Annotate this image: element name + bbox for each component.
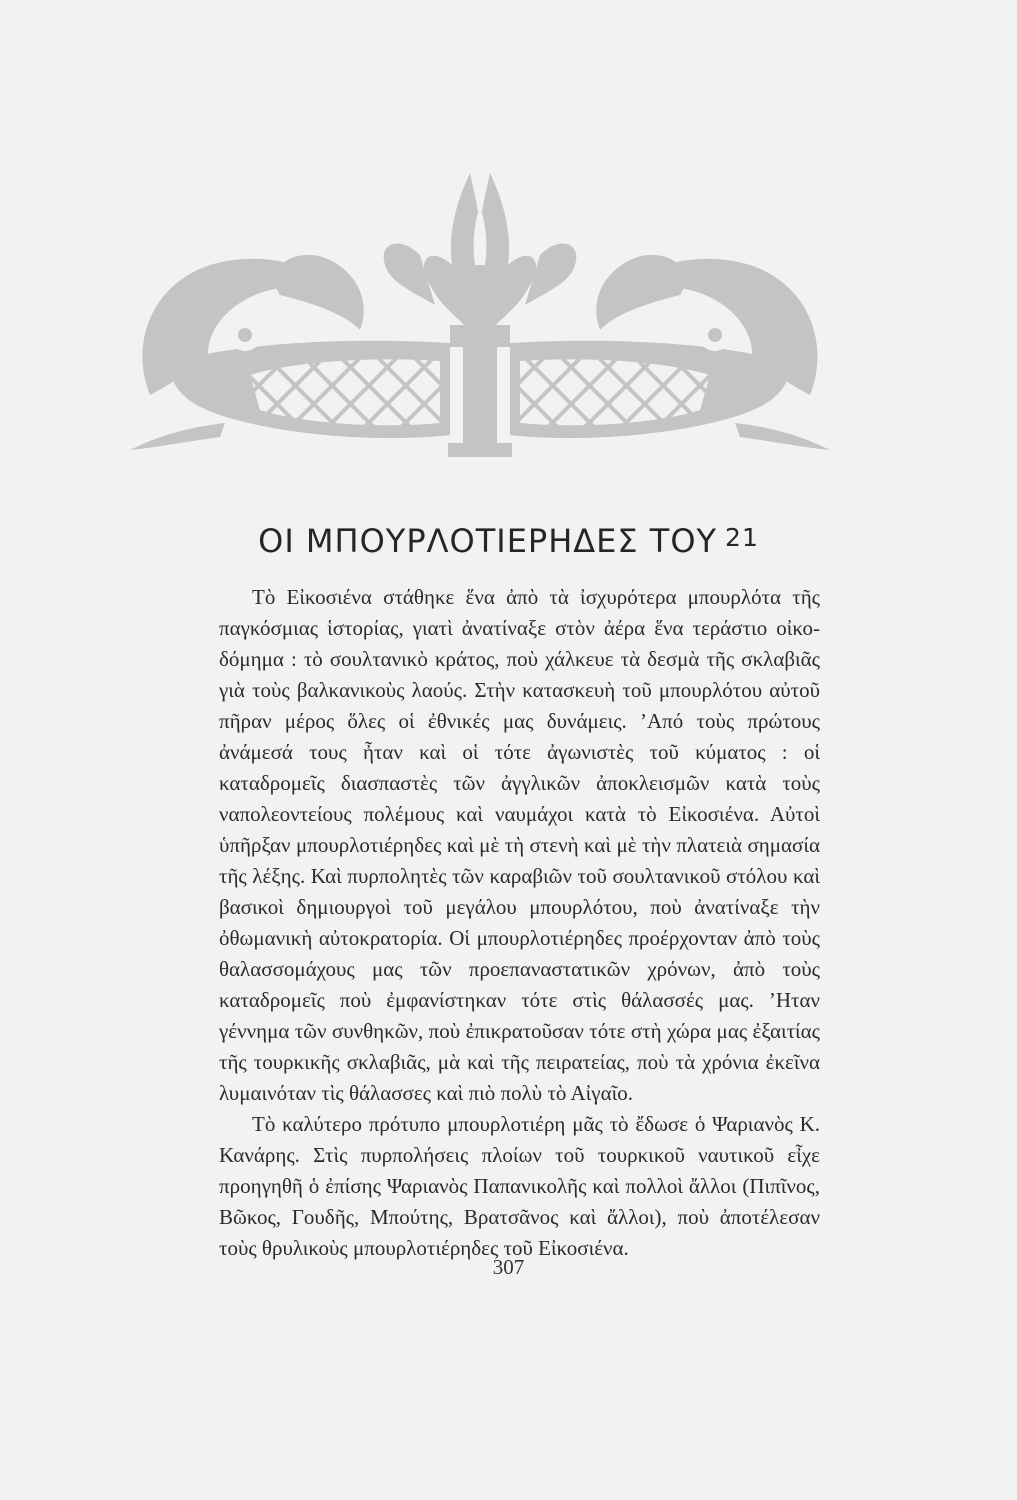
paragraph-2: Τὸ καλύτερο πρότυπο μπουρλοτιέρη μᾶς τὸ ἔδωσε ὁ Ψαριανὸς Κ. Κανάρης. Στὶς πυρπολήσεις πλοίων τοῦ τουρκικοῦ ναυτικοῦ εἶχε προηγηθῆ ὁ ἐπίσης Ψαριανὸς Παπανικολῆς καὶ πολλοὶ ἄλλοι (Πιπῖνος, Βῶκος, Γουδῆς, Μπούτης, Βρατσᾶνος καὶ ἄλλοι), ποὺ ἀποτέλεσαν τοὺς θρυλικοὺς μπουρλοτιέρηδες τοῦ Εἰκοσιένα. bbox=[219, 1112, 820, 1260]
page-number: 307 bbox=[492, 1255, 525, 1279]
decorative-ornament bbox=[130, 165, 830, 465]
chapter-title-text: ΟΙ ΜΠΟΥΡΛΟΤΙΕΡΗΔΕΣ ΤΟΥ bbox=[258, 522, 718, 560]
chapter-title-number: 21 bbox=[725, 523, 759, 552]
paragraph-1: Τὸ Εἰκοσιένα στάθηκε ἕνα ἀπὸ τὰ ἰσχυρότερα μπουρλότα τῆς παγκόσμιας ἱστορίας, γιατὶ ἀνατίναξε στὸν ἀέρα ἕνα τεράστιο οἰκοδόμημα : τὸ σουλτανικὸ κράτος, ποὺ χάλκευε τὰ δεσμὰ τῆς σκλαβιᾶς γιὰ τοὺς βαλκανικοὺς λαούς. Στὴν κατασκευὴ τοῦ μπουρλότου αὐτοῦ πῆραν μέρος ὅλες οἱ ἐθνικές μας δυνάμεις. ’Από τοὺς πρώτους ἀνάμεσά τους ἦταν καὶ οἱ τότε ἀγωνιστὲς τοῦ κύματος : οἱ καταδρομεῖς διασπαστὲς τῶν ἀγγλικῶν ἀποκλεισμῶν κατὰ τοὺς ναπολεοντείους πολέμους καὶ ναυμάχοι κατὰ τὸ Εἰκοσιένα. Αὐτοὶ ὑπῆρξαν μπουρλοτιέρηδες καὶ μὲ τὴ στενὴ καὶ μὲ τὴν πλατειὰ σημασία τῆς λέξης. Καὶ πυρπολητὲς τῶν καραβιῶν τοῦ σουλτανικοῦ στόλου καὶ βασικοὶ δημιουργοὶ τοῦ μεγάλου μπουρλότου, ποὺ ἀνατίναξε τὴν ὀθωμανικὴ αὐτοκρατορία. Οἱ μπουρλοτιέρηδες προέρχονταν ἀπὸ τοὺς θαλασσομάχους μας τῶν προεπαναστατικῶν χρόνων, ἀπὸ τοὺς καταδρομεῖς ποὺ ἐμφανίστηκαν τότε στὶς θάλασσές μας. ’Ηταν γέννημα τῶν συνθηκῶν, ποὺ ἐπικρατοῦσαν τότε στὴ χώρα μας ἐξαιτίας τῆς τουρκικῆς σκλαβιᾶς, μὰ καὶ τῆς πειρατείας, ποὺ τὰ χρόνια ἐκεῖνα λυμαινόταν τὶς θάλασσες καὶ πιὸ πολὺ τὸ Αἰγαῖο. bbox=[219, 585, 820, 1105]
chapter-title bbox=[0, 522, 1017, 560]
body-text bbox=[219, 582, 820, 1264]
